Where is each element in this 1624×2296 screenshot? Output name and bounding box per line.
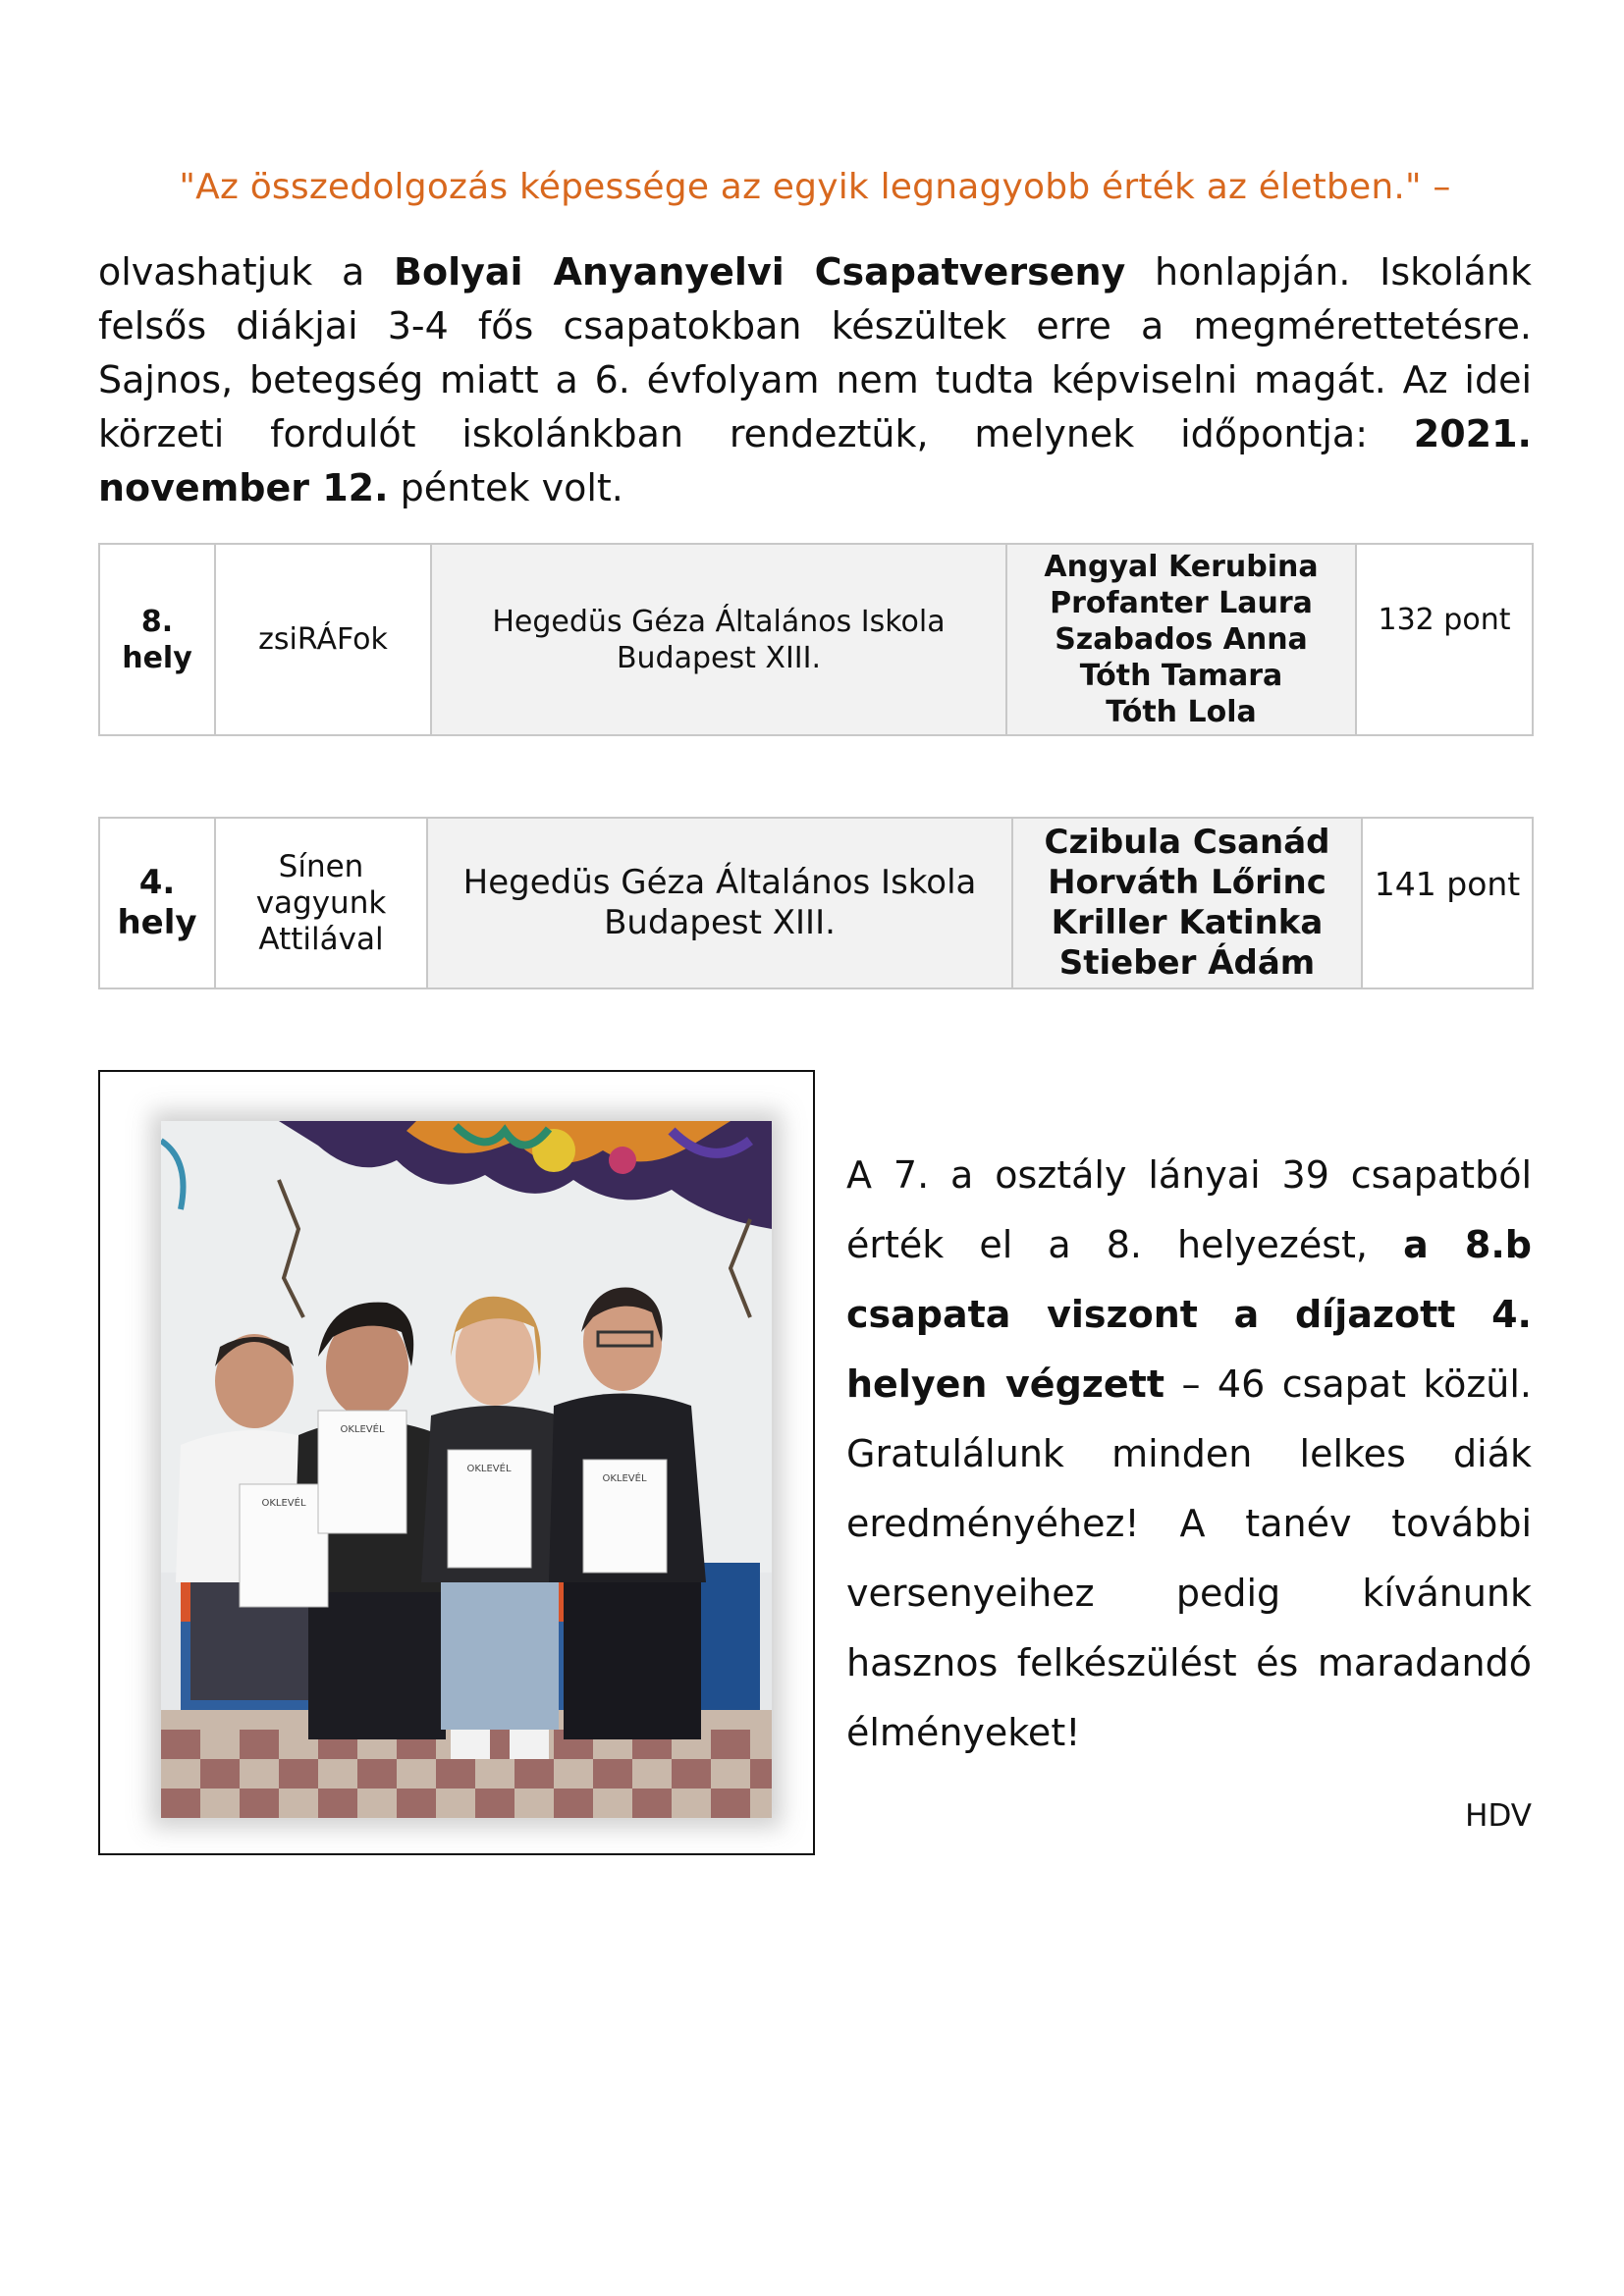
certificate <box>240 1484 328 1607</box>
result-table-8th <box>98 543 1534 736</box>
closing-text-2: – 46 csapat közül. Gratulálunk minden lelkes diák eredményéhez! A tanév további versenyeihez pedig kívánunk hasznos felkészülést és maradandó élményeket! <box>846 1362 1532 1754</box>
school-cell: Hegedüs Géza Általános Iskola Budapest XIII. <box>431 544 1006 735</box>
intro-paragraph <box>98 245 1532 515</box>
place-cell: 4. hely <box>99 818 215 988</box>
certificate <box>448 1450 531 1568</box>
result-table-4th <box>98 817 1534 989</box>
svg-text:OKLEVÉL: OKLEVÉL <box>466 1464 512 1474</box>
intro-text-1: olvashatjuk a <box>98 250 395 294</box>
closing-text-1: A 7. a osztály lányai 39 csapatból érték el a 8. helyezést, <box>846 1153 1532 1266</box>
table-row <box>99 544 1533 735</box>
photo-frame <box>98 1070 815 1855</box>
intro-text-3: péntek volt. <box>388 466 623 509</box>
members-cell: Czibula Csanád Horváth Lőrinc Kriller Katinka Stieber Ádám <box>1012 818 1362 988</box>
team-name-cell: zsiRÁFok <box>215 544 431 735</box>
competition-name: Bolyai Anyanyelvi Csapatverseny <box>394 250 1126 294</box>
score-cell: 141 pont <box>1362 818 1533 988</box>
svg-text:OKLEVÉL: OKLEVÉL <box>602 1473 647 1484</box>
competition-date: 2021. november 12. <box>98 412 1532 509</box>
place-cell: 8. hely <box>99 544 215 735</box>
school-cell: Hegedüs Géza Általános Iskola Budapest XIII. <box>427 818 1012 988</box>
quote: "Az összedolgozás képessége az egyik legnagyobb érték az életben." – <box>179 167 1451 207</box>
certificate <box>318 1411 406 1533</box>
svg-text:OKLEVÉL: OKLEVÉL <box>261 1498 306 1509</box>
author-signature: HDV <box>1465 1798 1532 1834</box>
team-name-cell: Sínen vagyunk Attilával <box>215 818 427 988</box>
certificate <box>583 1460 667 1573</box>
score-cell: 132 pont <box>1356 544 1533 735</box>
team-photo <box>161 1121 772 1818</box>
closing-paragraph <box>846 1141 1532 1768</box>
svg-text:OKLEVÉL: OKLEVÉL <box>340 1424 385 1435</box>
intro-text-2: honlapján. Iskolánk felsős diákjai 3-4 fős csapatokban készültek erre a megmérettetésre. Sajnos, betegség miatt a 6. évfolyam nem tudta képviselni magát. Az idei körzeti fordulót iskolánkban rendeztük, melynek időpontja: <box>98 250 1532 455</box>
table-row <box>99 818 1533 988</box>
closing-highlight: a 8.b csapata viszont a díjazott 4. helyen végzett <box>846 1223 1532 1406</box>
members-cell: Angyal Kerubina Profanter Laura Szabados Anna Tóth Tamara Tóth Lola <box>1006 544 1356 735</box>
